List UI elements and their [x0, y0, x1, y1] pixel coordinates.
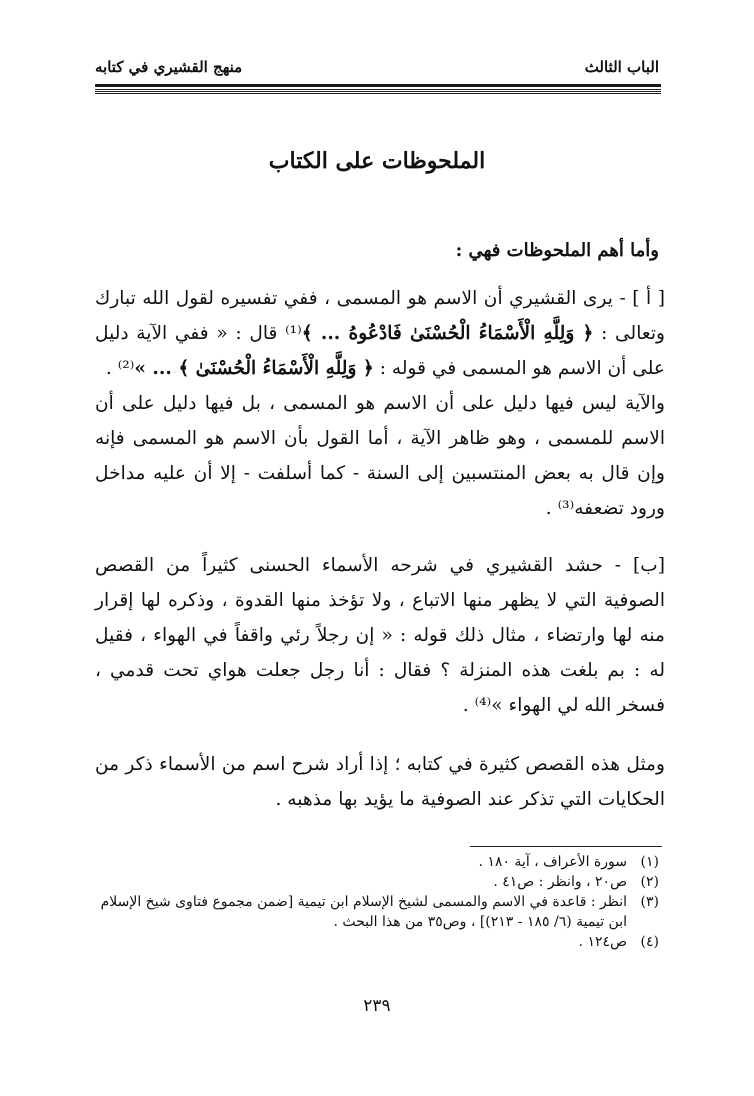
- paragraph-a: [95, 281, 665, 386]
- section-title: الملحوظات على الكتاب: [268, 148, 486, 174]
- footnotes: [89, 852, 659, 952]
- running-title: منهج القشيري في كتابه: [95, 58, 243, 76]
- chapter-label: الباب الثالث: [584, 58, 659, 76]
- footnote-text: ص٢٠ ، وانظر : ص٤١ .: [493, 874, 627, 890]
- footnote-text: ص١٢٤ .: [578, 934, 627, 950]
- footnote-number: (٣): [640, 894, 659, 910]
- page-number: ٢٣٩: [363, 996, 391, 1016]
- section-subtitle: وأما أهم الملحوظات فهي :: [455, 240, 659, 261]
- footnote: [89, 852, 659, 872]
- paragraph-comment-end: .: [545, 498, 558, 519]
- paragraph-closing-text: ومثل هذه القصص كثيرة في كتابه ؛ إذا أراد شرح اسم من الأسماء ذكر من الحكايات التي تذكر عند الصوفية ما يؤيد بها مذهبه .: [95, 754, 665, 810]
- footnote-number: (٢): [640, 874, 659, 890]
- footnote: [89, 932, 659, 952]
- footnote: [89, 872, 659, 892]
- paragraph-a-text-2: قال : « ففي الآية دليل على أن الاسم هو المسمى في قوله :: [95, 323, 665, 379]
- footnote-text: انظر : قاعدة في الاسم والمسمى لشيخ الإسلام ابن تيمية [ضمن مجموع فتاوى شيخ الإسلام ابن تيمية (٦/ ١٨٥ - ٢١٣)] ، وص٣٥ من هذا البحث .: [100, 894, 627, 930]
- footnote-number: (١): [640, 854, 659, 870]
- paragraph-b-end: .: [462, 695, 475, 716]
- footnote: [89, 892, 659, 932]
- paragraph-b: [95, 548, 665, 723]
- footnote-text: سورة الأعراف ، آية ١٨٠ .: [478, 854, 627, 870]
- footnote-separator: [470, 846, 662, 847]
- header-rule-thick: [95, 84, 661, 87]
- footnote-ref-2: ⁽²⁾: [117, 358, 135, 379]
- header-rule-lines: [95, 89, 661, 95]
- footnote-ref-3: ⁽³⁾: [557, 498, 575, 519]
- paragraph-comment: [95, 386, 665, 526]
- paragraph-b-text: [ب] - حشد القشيري في شرحه الأسماء الحسنى كثيراً من القصص الصوفية التي لا يظهر منها الاتباع ، ولا تؤخذ منها القدوة ، وذكره لها إقرار منه لها وارتضاء ، مثال ذلك قوله : « إن رجلاً رئي واقفاً في الهواء ، فقيل له : بم بلغت هذه المنزلة ؟ فقال : أنا رجل جعلت هواي تحت قدمي ، فسخر الله لي الهواء »: [95, 555, 665, 716]
- footnote-number: (٤): [640, 934, 659, 950]
- footnote-ref-4: ⁽⁴⁾: [474, 695, 492, 716]
- header-rule: [95, 84, 661, 96]
- paragraph-comment-text: والآية ليس فيها دليل على أن الاسم هو المسمى ، بل فيها دليل على أن الاسم للمسمى ، وهو ظاهر الآية ، أما القول بأن الاسم هو المسمى فإنه وإن قال به بعض المنتسبين إلى السنة - كما أسلفت - إلا أن عليه مداخل ورود تضعفه: [95, 393, 665, 519]
- quran-quote-1: ﴿ وَلِلَّهِ الْأَسْمَاءُ الْحُسْنَىٰ فَادْعُوهُ ... ﴾: [301, 323, 594, 344]
- paragraph-a-end: .: [105, 358, 118, 379]
- paragraph-closing: [95, 747, 665, 817]
- paragraph-a-text-1: [ أ ] - يرى القشيري أن الاسم هو المسمى ، ففي تفسيره لقول الله تبارك وتعالى :: [95, 288, 665, 344]
- quran-quote-2: ﴿ وَلِلَّهِ الْأَسْمَاءُ الْحُسْنَىٰ ﴾ ... »: [134, 358, 374, 379]
- footnote-ref-1: ⁽¹⁾: [285, 323, 302, 344]
